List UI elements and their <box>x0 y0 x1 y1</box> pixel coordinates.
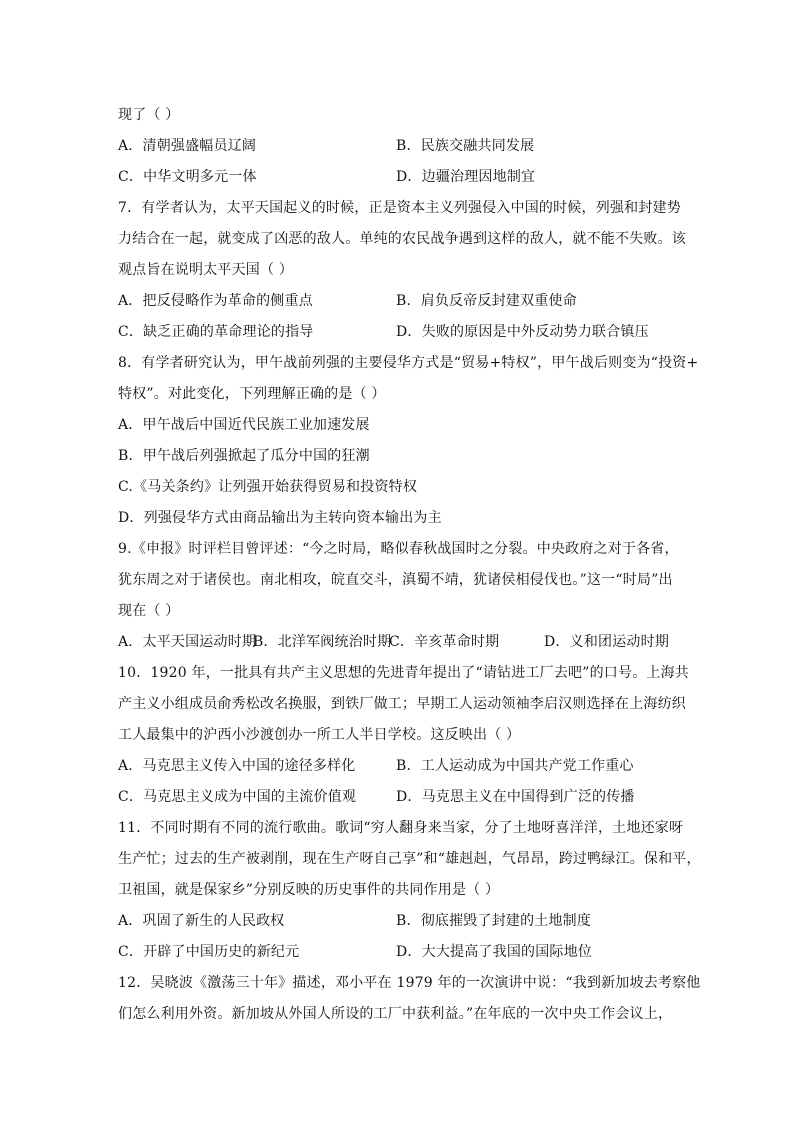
q11-options-cd <box>118 937 678 968</box>
q8-option-d[interactable]: D．列强侵华方式由商品输出为主转向资本输出为主 <box>118 510 442 526</box>
q9-option-d[interactable]: D．义和团运动时期 <box>544 634 670 650</box>
q11-options-ab <box>118 906 678 937</box>
q10-option-a[interactable]: A．马克思主义传入中国的途径多样化 <box>118 758 356 774</box>
q8-option-b[interactable]: B．甲午战后列强掀起了瓜分中国的狂潮 <box>118 448 370 464</box>
q6-option-b[interactable]: B．民族交融共同发展 <box>396 138 535 154</box>
q10-option-c[interactable]: C．马克思主义成为中国的主流价值观 <box>118 789 357 805</box>
q9-stem-line-2: 犹东周之对于诸侯也。南北相攻，皖直交斗，滇蜀不靖，犹诸侯相侵伐也。”这一“时局”出 <box>118 572 673 588</box>
q12-stem-line-2: 们怎么利用外资。新加坡从外国人所设的工厂中获利益。”在年底的一次中央工作会议上， <box>118 1006 673 1022</box>
q7-option-c[interactable]: C．缺乏正确的革命理论的指导 <box>118 324 314 340</box>
q11-option-c[interactable]: C．开辟了中国历史的新纪元 <box>118 944 300 960</box>
q7-option-d[interactable]: D．失败的原因是中外反动势力联合镇压 <box>396 324 649 340</box>
q11-stem-line-3: 卫祖国，就是保家乡”分别反映的历史事件的共同作用是（ ） <box>118 882 500 898</box>
q7-options-ab <box>118 286 678 317</box>
q6-option-c[interactable]: C．中华文明多元一体 <box>118 169 257 185</box>
q6-options-cd <box>118 162 678 193</box>
q10-options-cd <box>118 782 678 813</box>
q10-stem-line-2: 产主义小组成员俞秀松改名换服，到铁厂做工；早期工人运动领袖李启汉则选择在上海纺织 <box>118 696 686 712</box>
q8-option-a[interactable]: A．甲午战后中国近代民族工业加速发展 <box>118 417 370 433</box>
q10-option-d[interactable]: D．马克思主义在中国得到广泛的传播 <box>396 789 635 805</box>
q7-stem-line-1: 7．有学者认为，太平天国起义的时候，正是资本主义列强侵入中国的时候，列强和封建势 <box>118 200 681 216</box>
q10-options-ab <box>118 751 678 782</box>
q11-stem-line-1: 11．不同时期有不同的流行歌曲。歌词“穷人翻身来当家，分了土地呀喜洋洋，土地还家呀 <box>118 820 684 836</box>
q7-stem-line-3: 观点旨在说明太平天国（ ） <box>118 262 294 278</box>
q6-option-d[interactable]: D．边疆治理因地制宜 <box>396 169 536 185</box>
q7-options-cd <box>118 317 678 348</box>
q9-stem-line-3: 现在（ ） <box>118 603 180 619</box>
q7-option-b[interactable]: B．肩负反帝反封建双重使命 <box>396 293 577 309</box>
q8-stem-line-1: 8．有学者研究认为，甲午战前列强的主要侵华方式是“贸易+特权”，甲午战后则变为“投资+ <box>118 355 699 371</box>
q8-option-c[interactable]: C.《马关条约》让列强开始获得贸易和投资特权 <box>118 479 418 495</box>
q9-stem-line-1: 9.《申报》时评栏目曾评述：“今之时局，略似春秋战国时之分裂。中央政府之对于各省， <box>118 541 679 557</box>
q9-options <box>118 627 678 658</box>
q6-stem-tail: 现了（ ） <box>118 107 180 123</box>
q7-option-a[interactable]: A．把反侵略作为革命的侧重点 <box>118 293 313 309</box>
q9-option-a[interactable]: A．太平天国运动时期 <box>118 634 257 650</box>
q9-option-c[interactable]: C．辛亥革命时期 <box>389 634 500 650</box>
q10-stem-line-1: 10．1920 年，一批具有共产主义思想的先进青年提出了“请钻进工厂去吧”的口号。上海共 <box>118 665 690 681</box>
q10-option-b[interactable]: B．工人运动成为中国共产党工作重心 <box>396 758 634 774</box>
q9-option-b[interactable]: B．北洋军阀统治时期 <box>253 634 392 650</box>
q11-option-d[interactable]: D．大大提高了我国的国际地位 <box>396 944 593 960</box>
q8-stem-line-2: 特权”。对此变化，下列理解正确的是（ ） <box>118 386 386 402</box>
q12-stem-line-1: 12．吴晓波《激荡三十年》描述，邓小平在 1979 年的一次演讲中说：“我到新加坡去考察他 <box>118 975 701 991</box>
q10-stem-line-3: 工人最集中的沪西小沙渡创办一所工人半日学校。这反映出（ ） <box>118 727 521 743</box>
q11-stem-line-2: 生产忙；过去的生产被剥削，现在生产呀自己享”和“雄赳赳，气昂昂，跨过鸭绿江。保和平， <box>118 851 701 867</box>
q7-stem-line-2: 力结合在一起，就变成了凶恶的敌人。单纯的农民战争遇到这样的敌人，就不能不失败。该 <box>118 231 686 247</box>
q6-options-ab <box>118 131 678 162</box>
question-list <box>118 100 701 1030</box>
q11-option-a[interactable]: A．巩固了新生的人民政权 <box>118 913 285 929</box>
q11-option-b[interactable]: B．彻底摧毁了封建的土地制度 <box>396 913 592 929</box>
q6-option-a[interactable]: A．清朝强盛幅员辽阔 <box>118 138 257 154</box>
